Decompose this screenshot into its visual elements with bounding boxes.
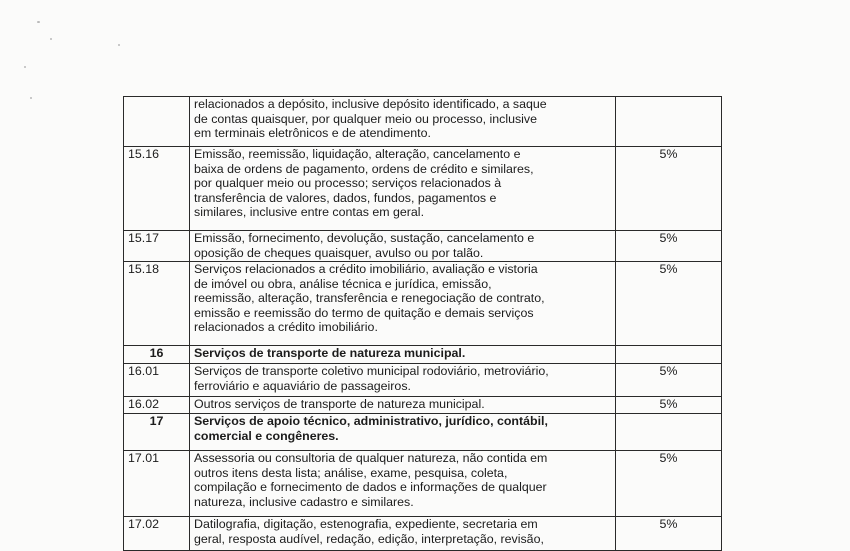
- tax-rate: [616, 346, 722, 364]
- item-code: 15.18: [124, 262, 190, 346]
- section-title: Serviços de transporte de natureza municipal.: [190, 346, 616, 364]
- scan-speck: [118, 44, 120, 46]
- scan-speck: [30, 97, 32, 99]
- table-row: [124, 97, 722, 147]
- item-code: 17.01: [124, 451, 190, 517]
- item-description: Serviços relacionados a crédito imobiliário, avaliação e vistoria de imóvel ou obra, análise técnica e jurídica, emissão, reemissão, alteração, transferência e renegociação de contrato, emissão e reemissão do termo de quitação e demais serviços relacionados a crédito imobiliário.: [190, 262, 616, 346]
- tax-rate: [616, 97, 722, 147]
- table-row: [124, 517, 722, 551]
- tax-rate: [616, 414, 722, 451]
- table-row: [124, 262, 722, 346]
- scan-speck: [50, 38, 52, 40]
- table-row: [124, 397, 722, 414]
- table-row: [124, 147, 722, 231]
- table-row: [124, 364, 722, 397]
- tax-rate: 5%: [616, 451, 722, 517]
- item-code: 15.16: [124, 147, 190, 231]
- table-row: [124, 414, 722, 451]
- table-row: [124, 231, 722, 262]
- scan-speck: [37, 21, 40, 23]
- service-tax-table: [123, 96, 722, 551]
- item-description: Serviços de transporte coletivo municipal rodoviário, metroviário, ferroviário e aquaviário de passageiros.: [190, 364, 616, 397]
- item-code: 17.02: [124, 517, 190, 551]
- item-description: Assessoria ou consultoria de qualquer natureza, não contida em outros itens desta lista; análise, exame, pesquisa, coleta, compilação e fornecimento de dados e informações de qualquer natureza, inclusive cadastro e similares.: [190, 451, 616, 517]
- tax-rate: 5%: [616, 147, 722, 231]
- scan-speck: [24, 66, 26, 68]
- table-row: [124, 346, 722, 364]
- item-code: 16.02: [124, 397, 190, 414]
- section-title: Serviços de apoio técnico, administrativo, jurídico, contábil, comercial e congêneres.: [190, 414, 616, 451]
- tax-rate: 5%: [616, 262, 722, 346]
- service-tax-table-body: [124, 97, 722, 551]
- item-description: Datilografia, digitação, estenografia, expediente, secretaria em geral, resposta audível, redação, edição, interpretação, revisão,: [190, 517, 616, 551]
- item-description: Outros serviços de transporte de natureza municipal.: [190, 397, 616, 414]
- item-description: Emissão, fornecimento, devolução, sustação, cancelamento e oposição de cheques quaisquer, avulso ou por talão.: [190, 231, 616, 262]
- table-row: [124, 451, 722, 517]
- item-description: Emissão, reemissão, liquidação, alteração, cancelamento e baixa de ordens de pagamento, ordens de crédito e similares, por qualquer meio ou processo; serviços relacionados à transferência de valores, dados, fundos, pagamentos e similares, inclusive entre contas em geral.: [190, 147, 616, 231]
- section-code: 17: [124, 414, 190, 451]
- section-code: 16: [124, 346, 190, 364]
- tax-rate: 5%: [616, 517, 722, 551]
- tax-rate: 5%: [616, 231, 722, 262]
- tax-rate: 5%: [616, 364, 722, 397]
- item-code: 15.17: [124, 231, 190, 262]
- item-description: relacionados a depósito, inclusive depósito identificado, a saque de contas quaisquer, por qualquer meio ou processo, inclusive em terminais eletrônicos e de atendimento.: [190, 97, 616, 147]
- tax-rate: 5%: [616, 397, 722, 414]
- item-code: 16.01: [124, 364, 190, 397]
- item-code: [124, 97, 190, 147]
